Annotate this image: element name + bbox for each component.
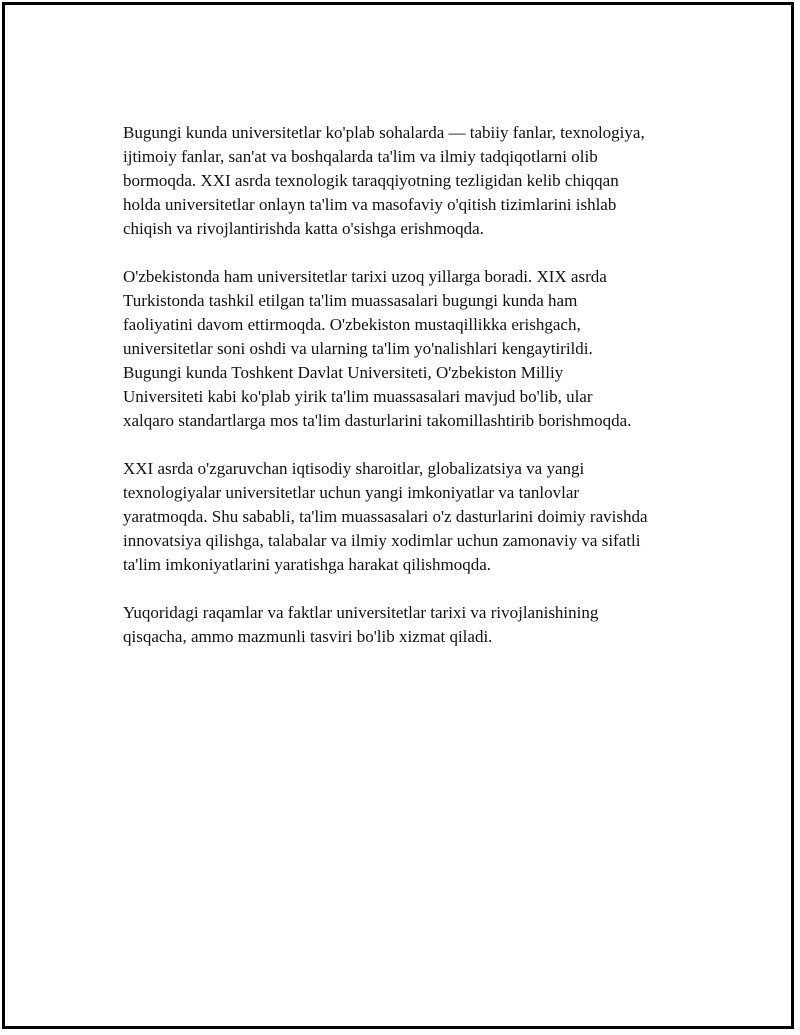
paragraph-1: Bugungi kunda universitetlar ko'plab sohalarda — tabiiy fanlar, texnologiya, ijtimoiy fanlar, san'at va boshqalarda ta'lim va ilmiy tadqiqotlarni olib bormoqda. XXI asrda texnologik taraqqiyotning tezligidan kelib chiqqan holda universitetlar onlayn ta'lim va masofaviy o'qitish tizimlarini ishlab chiqish va rivojlantirishda katta o'sishga erishmoqda. [123, 123, 645, 238]
paragraph-4: Yuqoridagi raqamlar va faktlar universitetlar tarixi va rivojlanishining qisqacha, ammo mazmunli tasviri bo'lib xizmat qiladi. [123, 603, 599, 646]
paragraph-2: O'zbekistonda ham universitetlar tarixi uzoq yillarga boradi. XIX asrda Turkistonda tashkil etilgan ta'lim muassasalari bugungi kunda ham faoliyatini davom ettirmoqda. O'zbekiston mustaqillikka erishgach, universitetlar soni oshdi va ularning ta'lim yo'nalishlari kengaytirildi. Bugungi kunda Toshkent Davlat Universiteti, O'zbekiston Milliy Universiteti kabi ko'plab yirik ta'lim muassasalari mavjud bo'lib, ular xalqaro standartlarga mos ta'lim dasturlarini takomillashtirib borishmoqda. [123, 267, 632, 430]
document-body [123, 121, 713, 673]
paragraph-3: XXI asrda o'zgaruvchan iqtisodiy sharoitlar, globalizatsiya va yangi texnologiyalar universitetlar uchun yangi imkoniyatlar va tanlovlar yaratmoqda. Shu sababli, ta'lim muassasalari o'z dasturlarini doimiy ravishda innovatsiya qilishga, talabalar va ilmiy xodimlar uchun zamonaviy va sifatli ta'lim imkoniyatlarini yaratishga harakat qilishmoqda. [123, 459, 648, 574]
page-frame [2, 2, 794, 1029]
